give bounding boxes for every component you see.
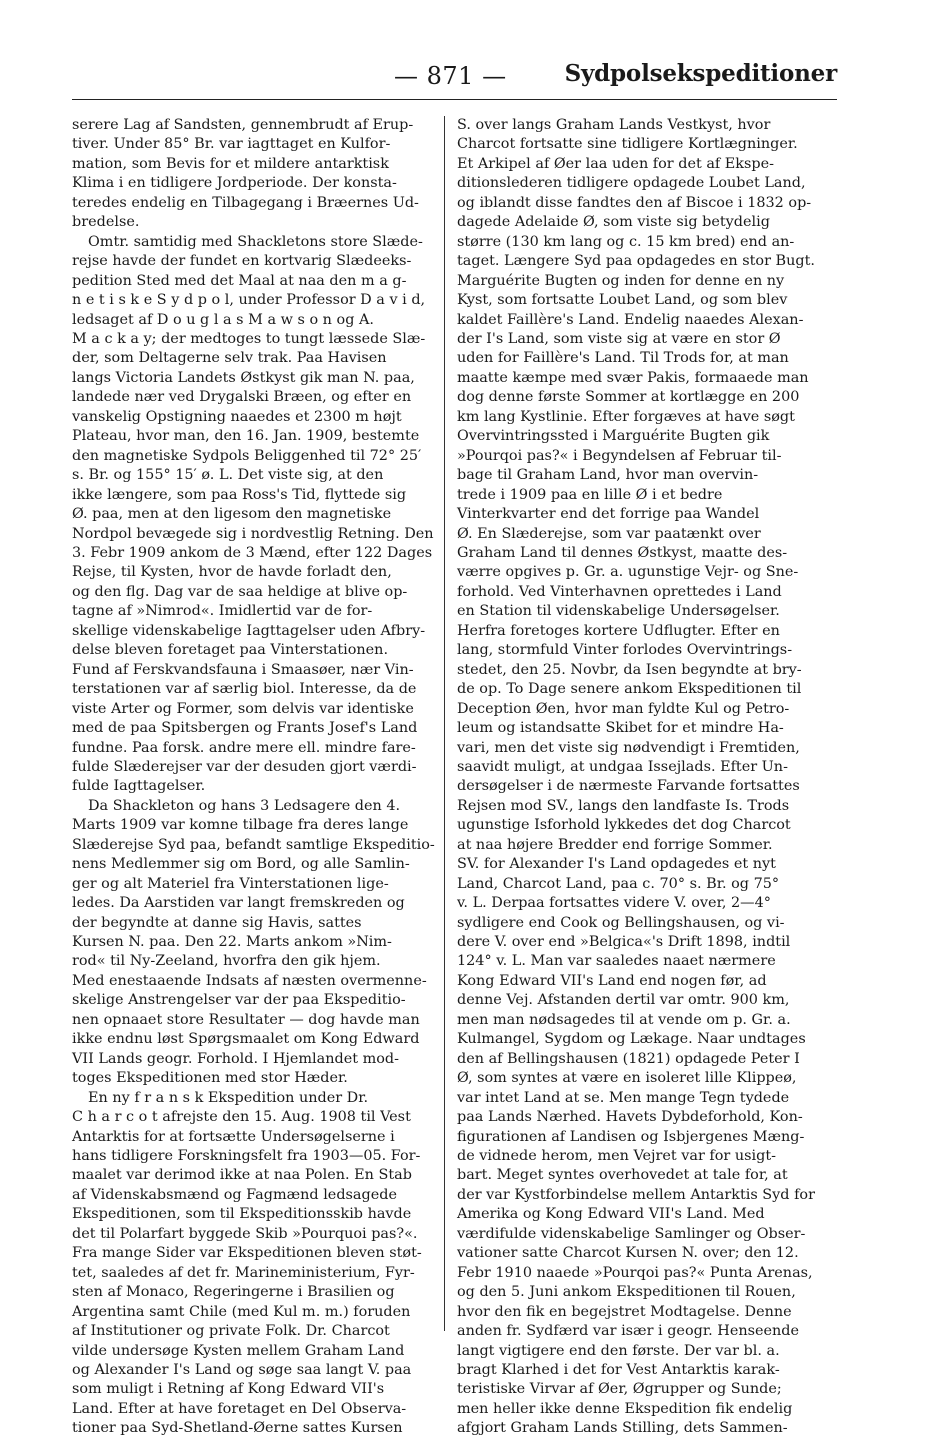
left-paragraph-2: Omtr. samtidig med Shackletons store Slæde- rejse havde der fundet en kortvarig Slædeeks- pedition Sted med det Maal at naa den m a g- n e t i s k e S y d p o l, under Professor D a v i d, ledsaget af D o u g l a s M a w s o n og A. M a c k a y; der medtoges to tungt læssede Slæ- der, som Deltagerne selv trak. Paa Havisen langs Victoria Landets Østkyst gik man N. paa, landede nær ved Drygalski Bræen, og efter en vanskelig Opstigning naaedes et 2300 m højt Plateau, hvor man, den 16. Jan. 1909, bestemte den magnetiske Sydpols Beliggenhed til 72° 25′ s. Br. og 155° 15′ ø. L. Det viste sig, at den ikke længere, som paa Ross's Tid, flyttede sig Ø. paa, men at den ligesom den magnetiske Nordpol bevægede sig i nordvestlig Retning. Den 3. Febr 1909 ankom de 3 Mænd, efter 122 Dages Rejse, til Kysten, hvor de havde forladt den, og den flg. Dag var de saa heldige at blive op- tagne af »Nimrod«. Imidlertid var de for- skellige videnskabelige Iagttagelser uden Afbry- delse bleven foretaget paa Vinterstationen. Fund af Ferskvandsfauna i Smaasøer, nær Vin- terstationen var af særlig biol. Interesse, da de viste Arter og Former, som delvis var identiske med de paa Spitsbergen og Frants Josef's Land fundne. Paa forsk. andre mere ell. mindre fare- fulde Slæderejser var der desuden gjort værdi- fulde Iagttagelser. <box>72 233 434 795</box>
right-paragraph-1: S. over langs Graham Lands Vestkyst, hvor Charcot fortsatte sine tidligere Kortlægninger. Et Arkipel af Øer laa uden for det af Ekspe- ditionslederen tidligere opdagede Loubet Land, og iblandt disse fandtes den af Biscoe i 1832 op- dagede Adelaide Ø, som viste sig betydelig større (130 km lang og c. 15 km bred) end an- taget. Længere Syd paa opdagedes en stor Bugt. Marguérite Bugten og inden for denne en ny Kyst, som fortsatte Loubet Land, og som blev kaldet Faillère's Land. Endelig naaedes Alexan- der I's Land, som viste sig at være en stor Ø uden for Faillère's Land. Til Trods for, at man maatte kæmpe med svær Pakis, formaaede man dog denne første Sommer at kortlægge en 200 km lang Kystlinie. Efter forgæves at have søgt Overvintringssted i Marguérite Bugten gik »Pourqoi pas?« i Begyndelsen af Februar til- bage til Graham Land, hvor man overvin- trede i 1909 paa en lille Ø i et bedre Vinterkvarter end det forrige paa Wandel Ø. En Slæderejse, som var paatænkt over Graham Land til dennes Østkyst, maatte des- værre opgives p. Gr. a. ugunstige Vejr- og Sne- forhold. Ved Vinterhavnen oprettedes i Land en Station til videnskabelige Undersøgelser. Herfra foretoges kortere Udflugter. Efter en lang, stormfuld Vinter forlodes Overvintrings- stedet, den 25. Novbr, da Isen begyndte at bry- de op. To Dage senere ankom Ekspeditionen til Deception Øen, hvor man fyldte Kul og Petro- leum og istandsatte Skibet for et mindre Ha- vari, men det viste sig nødvendigt i Fremtiden, saavidt muligt, at undgaa Issejlads. Efter Un- dersøgelser i de nærmeste Farvande fortsattes Rejsen mod SV., langs den landfaste Is. Trods ugunstige Isforhold lykkedes det dog Charcot at naa højere Bredder end forrige Sommer. SV. for Alexander I's Land opdagedes et nyt Land, Charcot Land, paa c. 70° s. Br. og 75° v. L. Derpaa fortsattes videre V. over, 2—4° sydligere end Cook og Bellingshausen, og vi- dere V. over end »Belgica«'s Drift 1898, indtil 124° v. L. Man var saaledes naaet nærmere Kong Edward VII's Land end nogen før, ad denne Vej. Afstanden dertil var omtr. 900 km, men man nødsagedes til at vende om p. Gr. a. Kulmangel, Sygdom og Lækage. Naar undtages den af Bellingshausen (1821) opdagede Peter I Ø, som syntes at være en isoleret lille Klippeø, var intet Land at se. Men mange Tegn tydede paa Lands Nærhed. Havets Dybdeforhold, Kon- figurationen af Landisen og Isbjergenes Mæng- de vidnede herom, men Vejret var for usigt- bart. Meget syntes overhovedet at tale for, at der var Kystforbindelse mellem Antarktis Syd for Amerika og Kong Edward VII's Land. Med værdifulde videnskabelige Samlinger og Obser- vationer satte Charcot Kursen N. over; den 12. Febr 1910 naaede »Pourqoi pas?« Punta Arenas, og den 5. Juni ankom Ekspeditionen til Rouen, hvor den fik en begejstret Modtagelse. Denne anden fr. Sydfærd var især i geogr. Henseende langt vigtigere end den første. Der var bl. a. bragt Klarhed i det for Vest Antarktis karak- teristiske Virvar af Øer, Øgrupper og Sunde; men heller ikke denne Ekspedition fik endelig afgjort Graham Lands Stilling, dets Sammen- <box>457 117 815 1437</box>
left-column <box>72 116 440 1439</box>
right-column <box>457 116 826 1439</box>
page-header <box>72 60 837 98</box>
header-rule <box>72 99 837 100</box>
left-paragraph-4: En ny f r a n s k Ekspedition under Dr. C h a r c o t afrejste den 15. Aug. 1908 til Vest Antarktis for at fortsætte Undersøgelserne i hans tidligere Forskningsfelt fra 1903—05. For- maalet var derimod ikke at naa Polen. En Stab af Videnskabsmænd og Fagmænd ledsagede Ekspeditionen, som til Ekspeditionsskib havde det til Polarfart byggede Skib »Pourquoi pas?«. Fra mange Sider var Ekspeditionen bleven støt- tet, saaledes af det fr. Marineministerium, Fyr- sten af Monaco, Regeringerne i Brasilien og Argentina samt Chile (med Kul m. m.) foruden af Institutioner og private Folk. Dr. Charcot vilde undersøge Kysten mellem Graham Land og Alexander I's Land og søge saa langt V. paa som muligt i Retning af Kong Edward VII's Land. Efter at have foretaget en Del Observa- tioner paa Syd-Shetland-Øerne sattes Kursen <box>72 1089 422 1437</box>
left-paragraph-1: serere Lag af Sandsten, gennembrudt af Erup- tiver. Under 85° Br. var iagttaget en Kulfor- mation, som Bevis for et mildere antarktisk Klima i en tidligere Jordperiode. Der konsta- teredes endelig en Tilbagegang i Bræernes Ud- bredelse. <box>72 117 419 231</box>
page-number: — 871 — <box>394 62 507 90</box>
left-paragraph-3: Da Shackleton og hans 3 Ledsagere den 4. Marts 1909 var komne tilbage fra deres lange Slæderejse Syd paa, befandt samtlige Ekspeditio- nens Medlemmer sig om Bord, og alle Samlin- ger og alt Materiel fra Vinterstationen lige- ledes. Da Aarstiden var langt fremskreden og der begyndte at danne sig Havis, sattes Kursen N. paa. Den 22. Marts ankom »Nim- rod« til Ny-Zeeland, hvorfra den gik hjem. Med enestaaende Indsats af næsten overmenne- skelige Anstrengelser var der paa Ekspeditio- nen opnaaet store Resultater — dog havde man ikke endnu løst Spørgsmaalet om Kong Edward VII Lands geogr. Forhold. I Hjemlandet mod- toges Ekspeditionen med stor Hæder. <box>72 797 435 1087</box>
column-divider <box>444 116 445 1331</box>
running-head: Sydpolsekspeditioner <box>564 60 837 87</box>
